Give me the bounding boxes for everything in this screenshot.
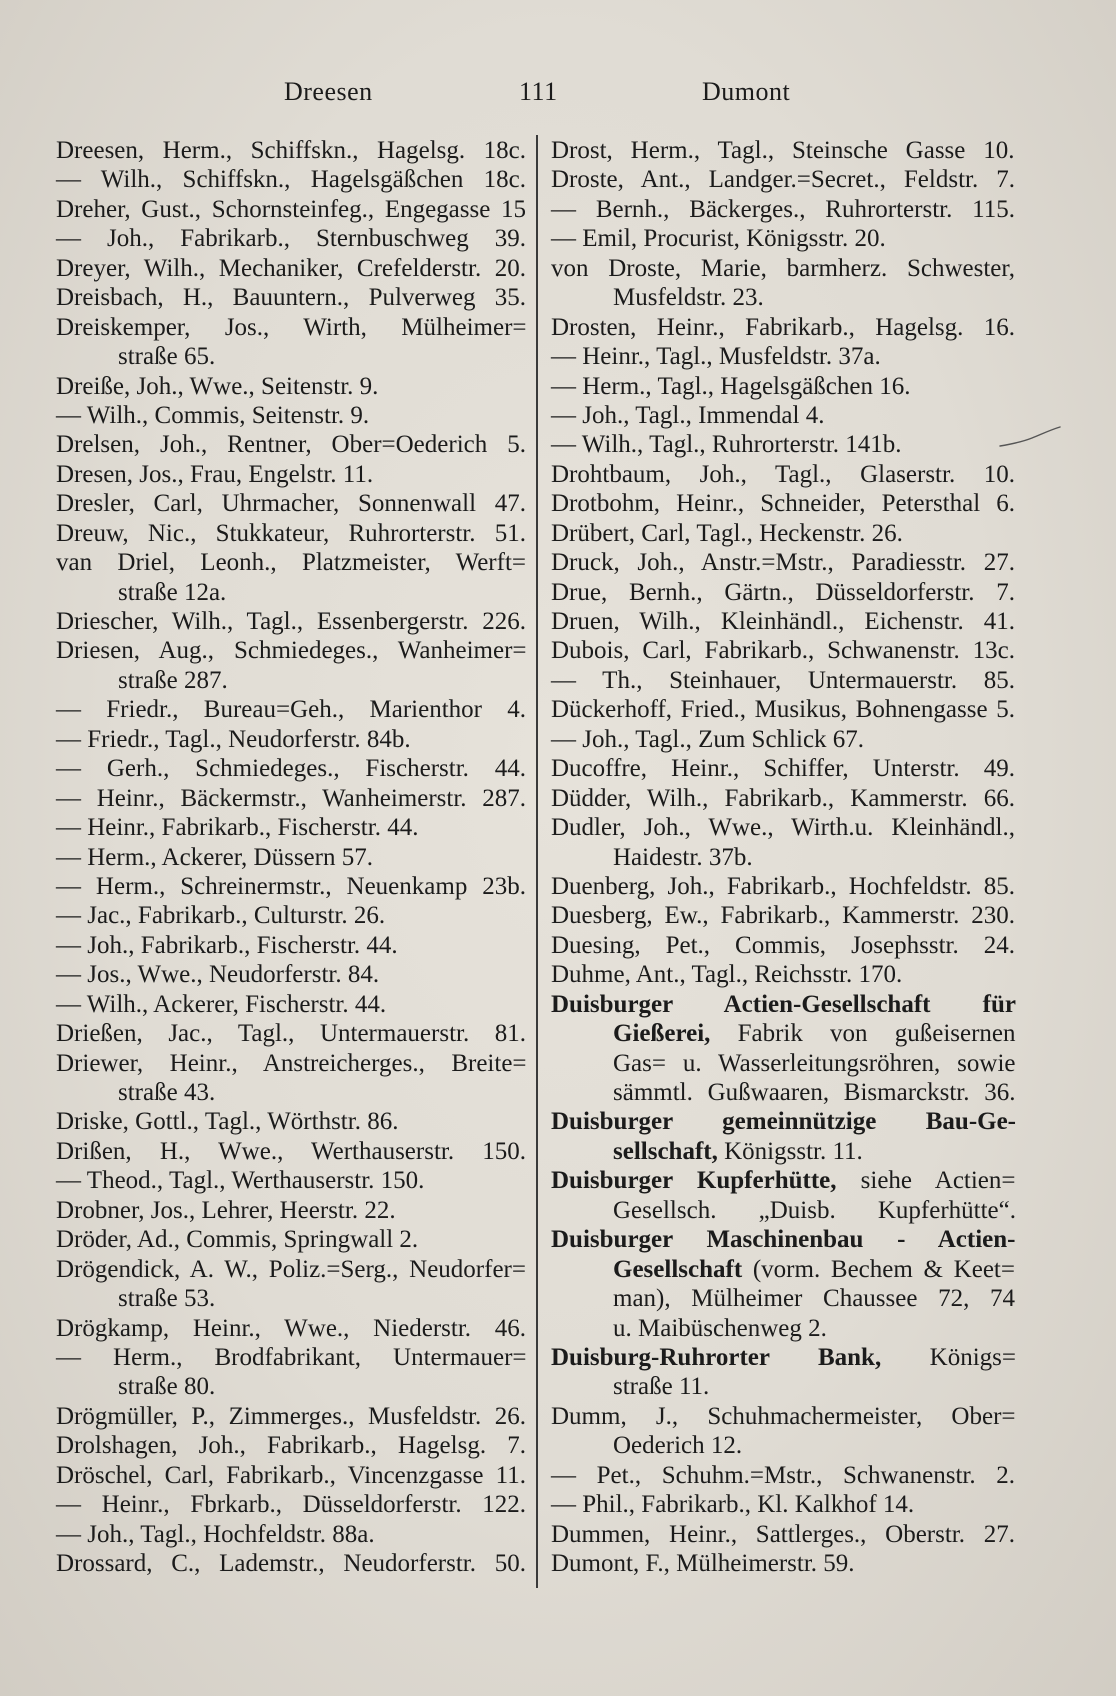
left-column <box>56 136 528 1578</box>
directory-entry-line: — Wilh., Ackerer, Fischerstr. 44. <box>56 990 387 1018</box>
directory-entry-continuation: Haidestr. 37b. <box>613 843 753 871</box>
directory-entry-line: Dresler, Carl, Uhrmacher, Sonnenwall 47. <box>56 490 527 518</box>
directory-entry-line: — Phil., Fabrikarb., Kl. Kalkhof 14. <box>551 1491 915 1519</box>
directory-entry-line: Dreuw, Nic., Stukkateur, Ruhrorterstr. 51. <box>56 519 526 547</box>
directory-entry-line: Driske, Gottl., Tagl., Wörthstr. 86. <box>56 1108 399 1136</box>
pencil-annotation <box>998 424 1062 452</box>
directory-entry-line: Ducoffre, Heinr., Schiffer, Unterstr. 49. <box>551 755 1015 783</box>
firm-entry-continuation: man), Mülheimer Chaussee 72, 74 <box>613 1285 1016 1313</box>
directory-entry-line: Dresen, Jos., Frau, Engelstr. 11. <box>56 460 374 488</box>
directory-entry-continuation: straße 12a. <box>118 578 227 606</box>
firm-entry-line: Duisburger gemeinnützige Bau-Ge- <box>551 1108 1017 1136</box>
directory-entry-line: — Joh., Tagl., Hochfeldstr. 88a. <box>56 1520 375 1548</box>
directory-entry-continuation: straße 43. <box>118 1079 216 1106</box>
directory-entry-continuation: Oederich 12. <box>613 1432 743 1460</box>
firm-details: Königsstr. 11. <box>717 1137 863 1165</box>
directory-entry-line: Drohtbaum, Joh., Tagl., Glaserstr. 10. <box>551 460 1015 488</box>
directory-entry-continuation: straße 53. <box>118 1285 216 1313</box>
directory-entry-continuation: straße 287. <box>118 666 228 694</box>
directory-entry-line: Dreiße, Joh., Wwe., Seitenstr. 9. <box>56 372 379 400</box>
firm-name: Gesellschaft <box>613 1255 743 1283</box>
directory-entry-line: Drögkamp, Heinr., Wwe., Niederstr. 46. <box>56 1314 526 1342</box>
directory-entry-line: — Joh., Fabrikarb., Fischerstr. 44. <box>56 931 398 959</box>
directory-entry-line: — Herm., Schreinermstr., Neuenkamp 23b. <box>56 872 526 900</box>
directory-entry-line: — Wilh., Schiffskn., Hagelsgäßchen 18c. <box>56 166 527 194</box>
directory-entry-line: — Jac., Fabrikarb., Culturstr. 26. <box>56 902 386 930</box>
directory-entry-line: Dudler, Joh., Wwe., Wirth.u. Kleinhändl., <box>551 814 1015 842</box>
directory-entry-line: Dumont, F., Mülheimerstr. 59. <box>551 1550 855 1577</box>
directory-entry-line: — Gerh., Schmiedeges., Fischerstr. 44. <box>56 755 527 783</box>
directory-entry-line: — Joh., Fabrikarb., Sternbuschweg 39. <box>56 225 526 253</box>
directory-entry-line: Drögendick, A. W., Poliz.=Serg., Neudorfer= <box>56 1255 526 1283</box>
firm-name: sellschaft, <box>613 1137 718 1165</box>
directory-entry-continuation: straße 80. <box>118 1373 216 1401</box>
directory-entry-line: — Herm., Brodfabrikant, Untermauer= <box>56 1343 527 1371</box>
directory-entry-line: — Heinr., Fbrkarb., Düsseldorferstr. 122. <box>56 1491 526 1519</box>
directory-entry-line: Druen, Wilh., Kleinhändl., Eichenstr. 41. <box>551 608 1015 635</box>
directory-entry-line: Drue, Bernh., Gärtn., Düsseldorferstr. 7. <box>551 578 1015 606</box>
directory-entry-line: — Th., Steinhauer, Untermauerstr. 85. <box>551 666 1016 694</box>
directory-entry-line: Dreher, Gust., Schornsteinfeg., Engegasse 15 <box>56 195 526 223</box>
directory-entry-line: — Wilh., Commis, Seitenstr. 9. <box>56 401 370 429</box>
directory-entry-line: Dubois, Carl, Fabrikarb., Schwanenstr. 13c. <box>551 637 1015 665</box>
directory-entry-line: van Driel, Leonh., Platzmeister, Werft= <box>56 549 526 577</box>
directory-entry-line: — Herm., Tagl., Hagelsgäßchen 16. <box>551 372 911 400</box>
directory-entry-line: — Joh., Tagl., Zum Schlick 67. <box>551 725 865 753</box>
firm-entry-continuation: sämmtl. Gußwaaren, Bismarckstr. 36. <box>613 1079 1016 1106</box>
firm-entry-continuation <box>551 1137 1017 1166</box>
firm-entry-line: Duisburger Actien-Gesellschaft für <box>551 990 1017 1018</box>
firm-details: (vorm. Bechem & Keet= <box>742 1255 1015 1283</box>
running-head-left: Dreesen <box>284 77 373 106</box>
directory-entry-line: Düdder, Wilh., Fabrikarb., Kammerstr. 66. <box>551 784 1015 812</box>
directory-entry-line: Drelsen, Joh., Rentner, Ober=Oederich 5. <box>56 431 526 459</box>
directory-entry-line: Dreisbach, H., Bauuntern., Pulverweg 35. <box>56 284 526 312</box>
directory-entry-line: Driescher, Wilh., Tagl., Essenbergerstr. 226. <box>56 608 526 635</box>
firm-entry-line <box>551 1166 1017 1195</box>
directory-entry-line: — Emil, Procurist, Königsstr. 20. <box>551 225 886 253</box>
directory-entry-line: Droste, Ant., Landger.=Secret., Feldstr. 7. <box>551 166 1016 194</box>
running-head-right: Dumont <box>702 77 791 106</box>
directory-entry-continuation: straße 65. <box>118 343 216 371</box>
firm-entry-continuation: Gesellsch. „Duisb. Kupferhütte“. <box>613 1196 1016 1224</box>
directory-entry-line: Driesen, Aug., Schmiedeges., Wanheimer= <box>56 637 527 665</box>
directory-entry-line: — Friedr., Tagl., Neudorferstr. 84b. <box>56 725 411 753</box>
firm-entry-line <box>551 1343 1017 1372</box>
directory-entry-line: Duesberg, Ew., Fabrikarb., Kammerstr. 230. <box>551 902 1016 930</box>
directory-entry-line: Drißen, H., Wwe., Werthauserstr. 150. <box>56 1137 526 1165</box>
directory-entry-line: Duenberg, Joh., Fabrikarb., Hochfeldstr. 85. <box>551 872 1015 900</box>
directory-entry-continuation: Musfeldstr. 23. <box>613 284 764 312</box>
page-number: 111 <box>519 77 558 106</box>
directory-entry-line: Drobner, Jos., Lehrer, Heerstr. 22. <box>56 1196 396 1224</box>
directory-entry-line: — Joh., Tagl., Immendal 4. <box>551 401 825 429</box>
firm-entry-continuation: Gas= u. Wasserleitungsröhren, sowie <box>613 1049 1016 1077</box>
directory-entry-line: Drotbohm, Heinr., Schneider, Petersthal 6. <box>551 490 1016 518</box>
directory-entry-line: Drosten, Heinr., Fabrikarb., Hagelsg. 16. <box>551 313 1015 341</box>
directory-entry-line: Drolshagen, Joh., Fabrikarb., Hagelsg. 7. <box>56 1432 526 1460</box>
directory-entry-line: — Heinr., Fabrikarb., Fischerstr. 44. <box>56 814 419 842</box>
firm-details: Fabrik von gußeisernen <box>710 1020 1016 1048</box>
directory-entry-line: — Bernh., Bäckerges., Ruhrorterstr. 115. <box>551 195 1016 223</box>
directory-entry-line: Drost, Herm., Tagl., Steinsche Gasse 10. <box>551 137 1015 164</box>
directory-entry-line: Dreesen, Herm., Schiffskn., Hagelsg. 18c. <box>56 137 526 164</box>
firm-name: Duisburg-Ruhrorter Bank, <box>551 1343 882 1371</box>
firm-entry-continuation <box>551 1019 1017 1048</box>
directory-entry-line: Dröschel, Carl, Fabrikarb., Vincenzgasse 11. <box>56 1461 527 1489</box>
firm-name: Duisburger Kupferhütte, <box>551 1167 837 1195</box>
column-divider <box>536 135 538 1588</box>
directory-entry-line: — Herm., Ackerer, Düssern 57. <box>56 843 373 871</box>
directory-entry-line: Driewer, Heinr., Anstreicherges., Breite= <box>56 1049 527 1077</box>
directory-entry-line: Dreyer, Wilh., Mechaniker, Crefelderstr. 20. <box>56 254 526 282</box>
directory-entry-line: — Wilh., Tagl., Ruhrorterstr. 141b. <box>551 431 902 459</box>
directory-entry-line: — Theod., Tagl., Werthauserstr. 150. <box>56 1167 425 1195</box>
directory-entry-line: — Heinr., Tagl., Musfeldstr. 37a. <box>551 343 881 371</box>
firm-entry-continuation: u. Maibüschenweg 2. <box>613 1314 827 1342</box>
firm-entry-continuation <box>551 1255 1017 1284</box>
firm-details: Königs= <box>881 1343 1016 1371</box>
directory-entry-line: von Droste, Marie, barmherz. Schwester, <box>551 254 1015 282</box>
directory-entry-line: Drießen, Jac., Tagl., Untermauerstr. 81. <box>56 1020 527 1048</box>
directory-entry-line: Dumm, J., Schuhmachermeister, Ober= <box>551 1402 1016 1430</box>
firm-name: Gießerei, <box>613 1020 711 1048</box>
directory-entry-line: — Friedr., Bureau=Geh., Marienthor 4. <box>56 696 526 724</box>
directory-entry-line: — Jos., Wwe., Neudorferstr. 84. <box>56 961 380 989</box>
directory-entry-line: Drögmüller, P., Zimmerges., Musfeldstr. 26. <box>56 1402 526 1430</box>
directory-entry-line: Drübert, Carl, Tagl., Heckenstr. 26. <box>551 519 903 547</box>
directory-entry-line: Dückerhoff, Fried., Musikus, Bohnengasse 5. <box>551 696 1015 724</box>
firm-entry-continuation: straße 11. <box>613 1373 710 1401</box>
firm-entry-line: Duisburger Maschinenbau - Actien- <box>551 1226 1016 1254</box>
directory-entry-line: — Heinr., Bäckermstr., Wanheimerstr. 287. <box>56 784 527 812</box>
directory-entry-line: — Pet., Schuhm.=Mstr., Schwanenstr. 2. <box>551 1461 1015 1489</box>
directory-entry-line: Duesing, Pet., Commis, Josephsstr. 24. <box>551 931 1015 959</box>
directory-entry-line: Dreiskemper, Jos., Wirth, Mülheimer= <box>56 313 527 341</box>
directory-entry-line: Drossard, C., Lademstr., Neudorferstr. 50. <box>56 1550 526 1577</box>
directory-entry-line: Dummen, Heinr., Sattlerges., Oberstr. 27. <box>551 1520 1015 1548</box>
directory-entry-line: Dröder, Ad., Commis, Springwall 2. <box>56 1226 419 1254</box>
directory-entry-line: Duhme, Ant., Tagl., Reichsstr. 170. <box>551 961 903 989</box>
directory-entry-line: Druck, Joh., Anstr.=Mstr., Paradiesstr. 27. <box>551 549 1015 577</box>
firm-details: siehe Actien= <box>836 1167 1016 1195</box>
right-column <box>551 136 1017 1578</box>
